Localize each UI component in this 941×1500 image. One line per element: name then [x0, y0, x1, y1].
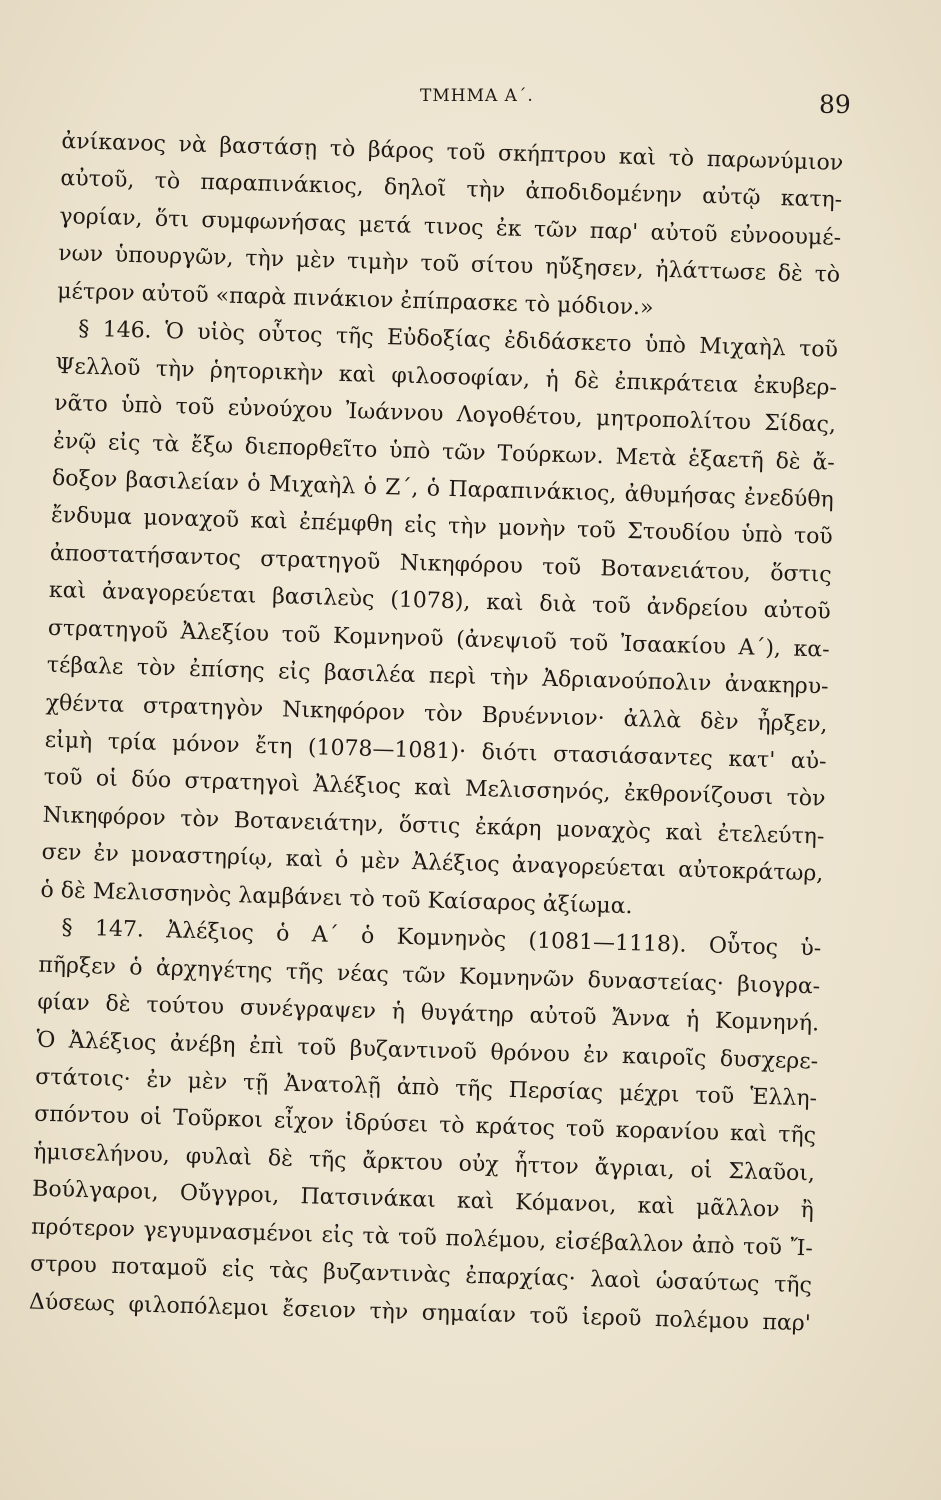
text-line: γορίαν, ὅτι συμφωνήσας μετά τινος ἐκ τῶν παρ' αὐτοῦ εὐνοουμέ-	[59, 203, 842, 251]
text-line: πρότερον γεγυμνασμένοι εἰς τὰ τοῦ πολέμου, εἰσέβαλλον ἀπὸ τοῦ Ἴ-	[30, 1214, 814, 1262]
text-line: τέβαλε τὸν ἐπίσης εἰς βασιλέα περὶ τὴν Ἀδριανούπολιν ἀνακηρυ-	[46, 652, 829, 700]
text-line: στρου ποταμοῦ εἰς τὰς βυζαντινὰς ἐπαρχίας· λαοὶ ὡσαύτως τῆς	[29, 1251, 813, 1299]
body-text	[29, 123, 844, 1342]
text-line: νᾶτο ὑπὸ τοῦ εὐνούχου Ἰωάννου Λογοθέτου, μητροπολίτου Σίδας,	[53, 390, 837, 438]
text-line: τοῦ οἱ δύο στρατηγοὶ Ἀλέξιος καὶ Μελισσηνός, ἐκθρονίζουσι τὸν	[43, 765, 826, 813]
text-line: στάτοις· ἐν μὲν τῇ Ἀνατολῇ ἀπὸ τῆς Περσίας μέχρι τοῦ Ἑλλη-	[35, 1064, 818, 1112]
text-line: νων ὑπουργῶν, τὴν μὲν τιμὴν τοῦ σίτου ηὔξησεν, ἠλάττωσε δὲ τὸ	[57, 241, 841, 289]
text-line: αὐτοῦ, τὸ παραπινάκιος, δηλοῖ τὴν ἀποδιδομένην αὐτῷ κατη-	[60, 166, 843, 214]
text-line: ἀποστατήσαντος στρατηγοῦ Νικηφόρου τοῦ Βοτανειάτου, ὅστις	[49, 540, 833, 588]
text-line: Δύσεως φιλοπόλεμοι ἔσειον τὴν σημαίαν τοῦ ἱεροῦ πολέμου παρ'	[28, 1289, 812, 1336]
text-line: ἐνῷ εἰς τὰ ἔξω διεπορθεῖτο ὑπὸ τῶν Τούρκων. Μετὰ ἑξαετῆ δὲ ἄ-	[52, 428, 836, 476]
section-146-start: § 146. Ὁ υἱὸς οὗτος τῆς Εὐδοξίας ἐδιδάσκετο ὑπὸ Μιχαὴλ τοῦ	[77, 316, 839, 363]
text-line: χθέντα στρατηγὸν Νικηφόρον τὸν Βρυέννιον· ἀλλὰ δὲν ἦρξεν,	[45, 690, 828, 738]
running-head: ΤΜΗΜΑ Α΄.	[420, 86, 534, 106]
text-line: δοξον βασιλείαν ὁ Μιχαὴλ ὁ Ζ΄, ὁ Παραπινάκιος, ἀθυμήσας ἐνεδύθη	[51, 465, 835, 513]
text-line: ἡμισελήνου, φυλαὶ δὲ τῆς ἄρκτου οὐχ ἧττον ἄγριαι, οἱ Σλαῦοι,	[32, 1139, 816, 1187]
section-147-start: § 147. Ἀλέξιος ὁ Α΄ ὁ Κομνηνὸς (1081—1118). Οὗτος ὑ-	[61, 915, 822, 962]
text-line: μέτρον αὐτοῦ «παρὰ πινάκιον ἐπίπρασκε τὸ μόδιον.»	[56, 278, 654, 321]
text-line: φίαν δὲ τούτου συνέγραψεν ἡ θυγάτηρ αὐτοῦ Ἄννα ἡ Κομνηνή.	[37, 989, 820, 1037]
page-header	[60, 86, 860, 119]
text-line: πῆρξεν ὁ ἀρχηγέτης τῆς νέας τῶν Κομνηνῶν δυναστείας· βιογρα-	[38, 952, 821, 1000]
text-line: ὁ δὲ Μελισσηνὸς λαμβάνει τὸ τοῦ Καίσαρος ἀξίωμα.	[40, 877, 633, 919]
text-line: Βούλγαροι, Οὔγγροι, Πατσινάκαι καὶ Κόμανοι, καὶ μᾶλλον ἢ	[31, 1176, 815, 1224]
text-line: σπόντου οἱ Τοῦρκοι εἶχον ἱδρύσει τὸ κράτος τοῦ κορανίου καὶ τῆς	[33, 1101, 817, 1149]
text-line: Ὁ Ἀλέξιος ἀνέβη ἐπὶ τοῦ βυζαντινοῦ θρόνου ἐν καιροῖς δυσχερε-	[36, 1027, 819, 1074]
text-line: εἰμὴ τρία μόνον ἔτη (1078—1081)· διότι στασιάσαντες κατ' αὐ-	[44, 727, 827, 775]
text-line: ἀνίκανος νὰ βαστάσῃ τὸ βάρος τοῦ σκήπτρου καὶ τὸ παρωνύμιον	[61, 128, 844, 176]
text-line: στρατηγοῦ Ἀλεξίου τοῦ Κομνηνοῦ (ἀνεψιοῦ τοῦ Ἰσαακίου Α΄), κα-	[47, 615, 830, 663]
text-line: Νικηφόρον τὸν Βοτανειάτην, ὅστις ἐκάρη μοναχὸς καὶ ἐτελεύτη-	[42, 802, 825, 850]
text-line: καὶ ἀναγορεύεται βασιλεὺς (1078), καὶ διὰ τοῦ ἀνδρείου αὐτοῦ	[48, 578, 831, 625]
page-number: 89	[819, 90, 851, 119]
text-line: σεν ἐν μοναστηρίῳ, καὶ ὁ μὲν Ἀλέξιος ἀναγορεύεται αὐτοκράτωρ,	[41, 840, 824, 887]
text-line: ἔνδυμα μοναχοῦ καὶ ἐπέμφθη εἰς τὴν μονὴν τοῦ Στουδίου ὑπὸ τοῦ	[50, 503, 834, 551]
text-line: Ψελλοῦ τὴν ῥητορικὴν καὶ φιλοσοφίαν, ἡ δὲ ἐπικράτεια ἐκυβερ-	[54, 353, 838, 401]
